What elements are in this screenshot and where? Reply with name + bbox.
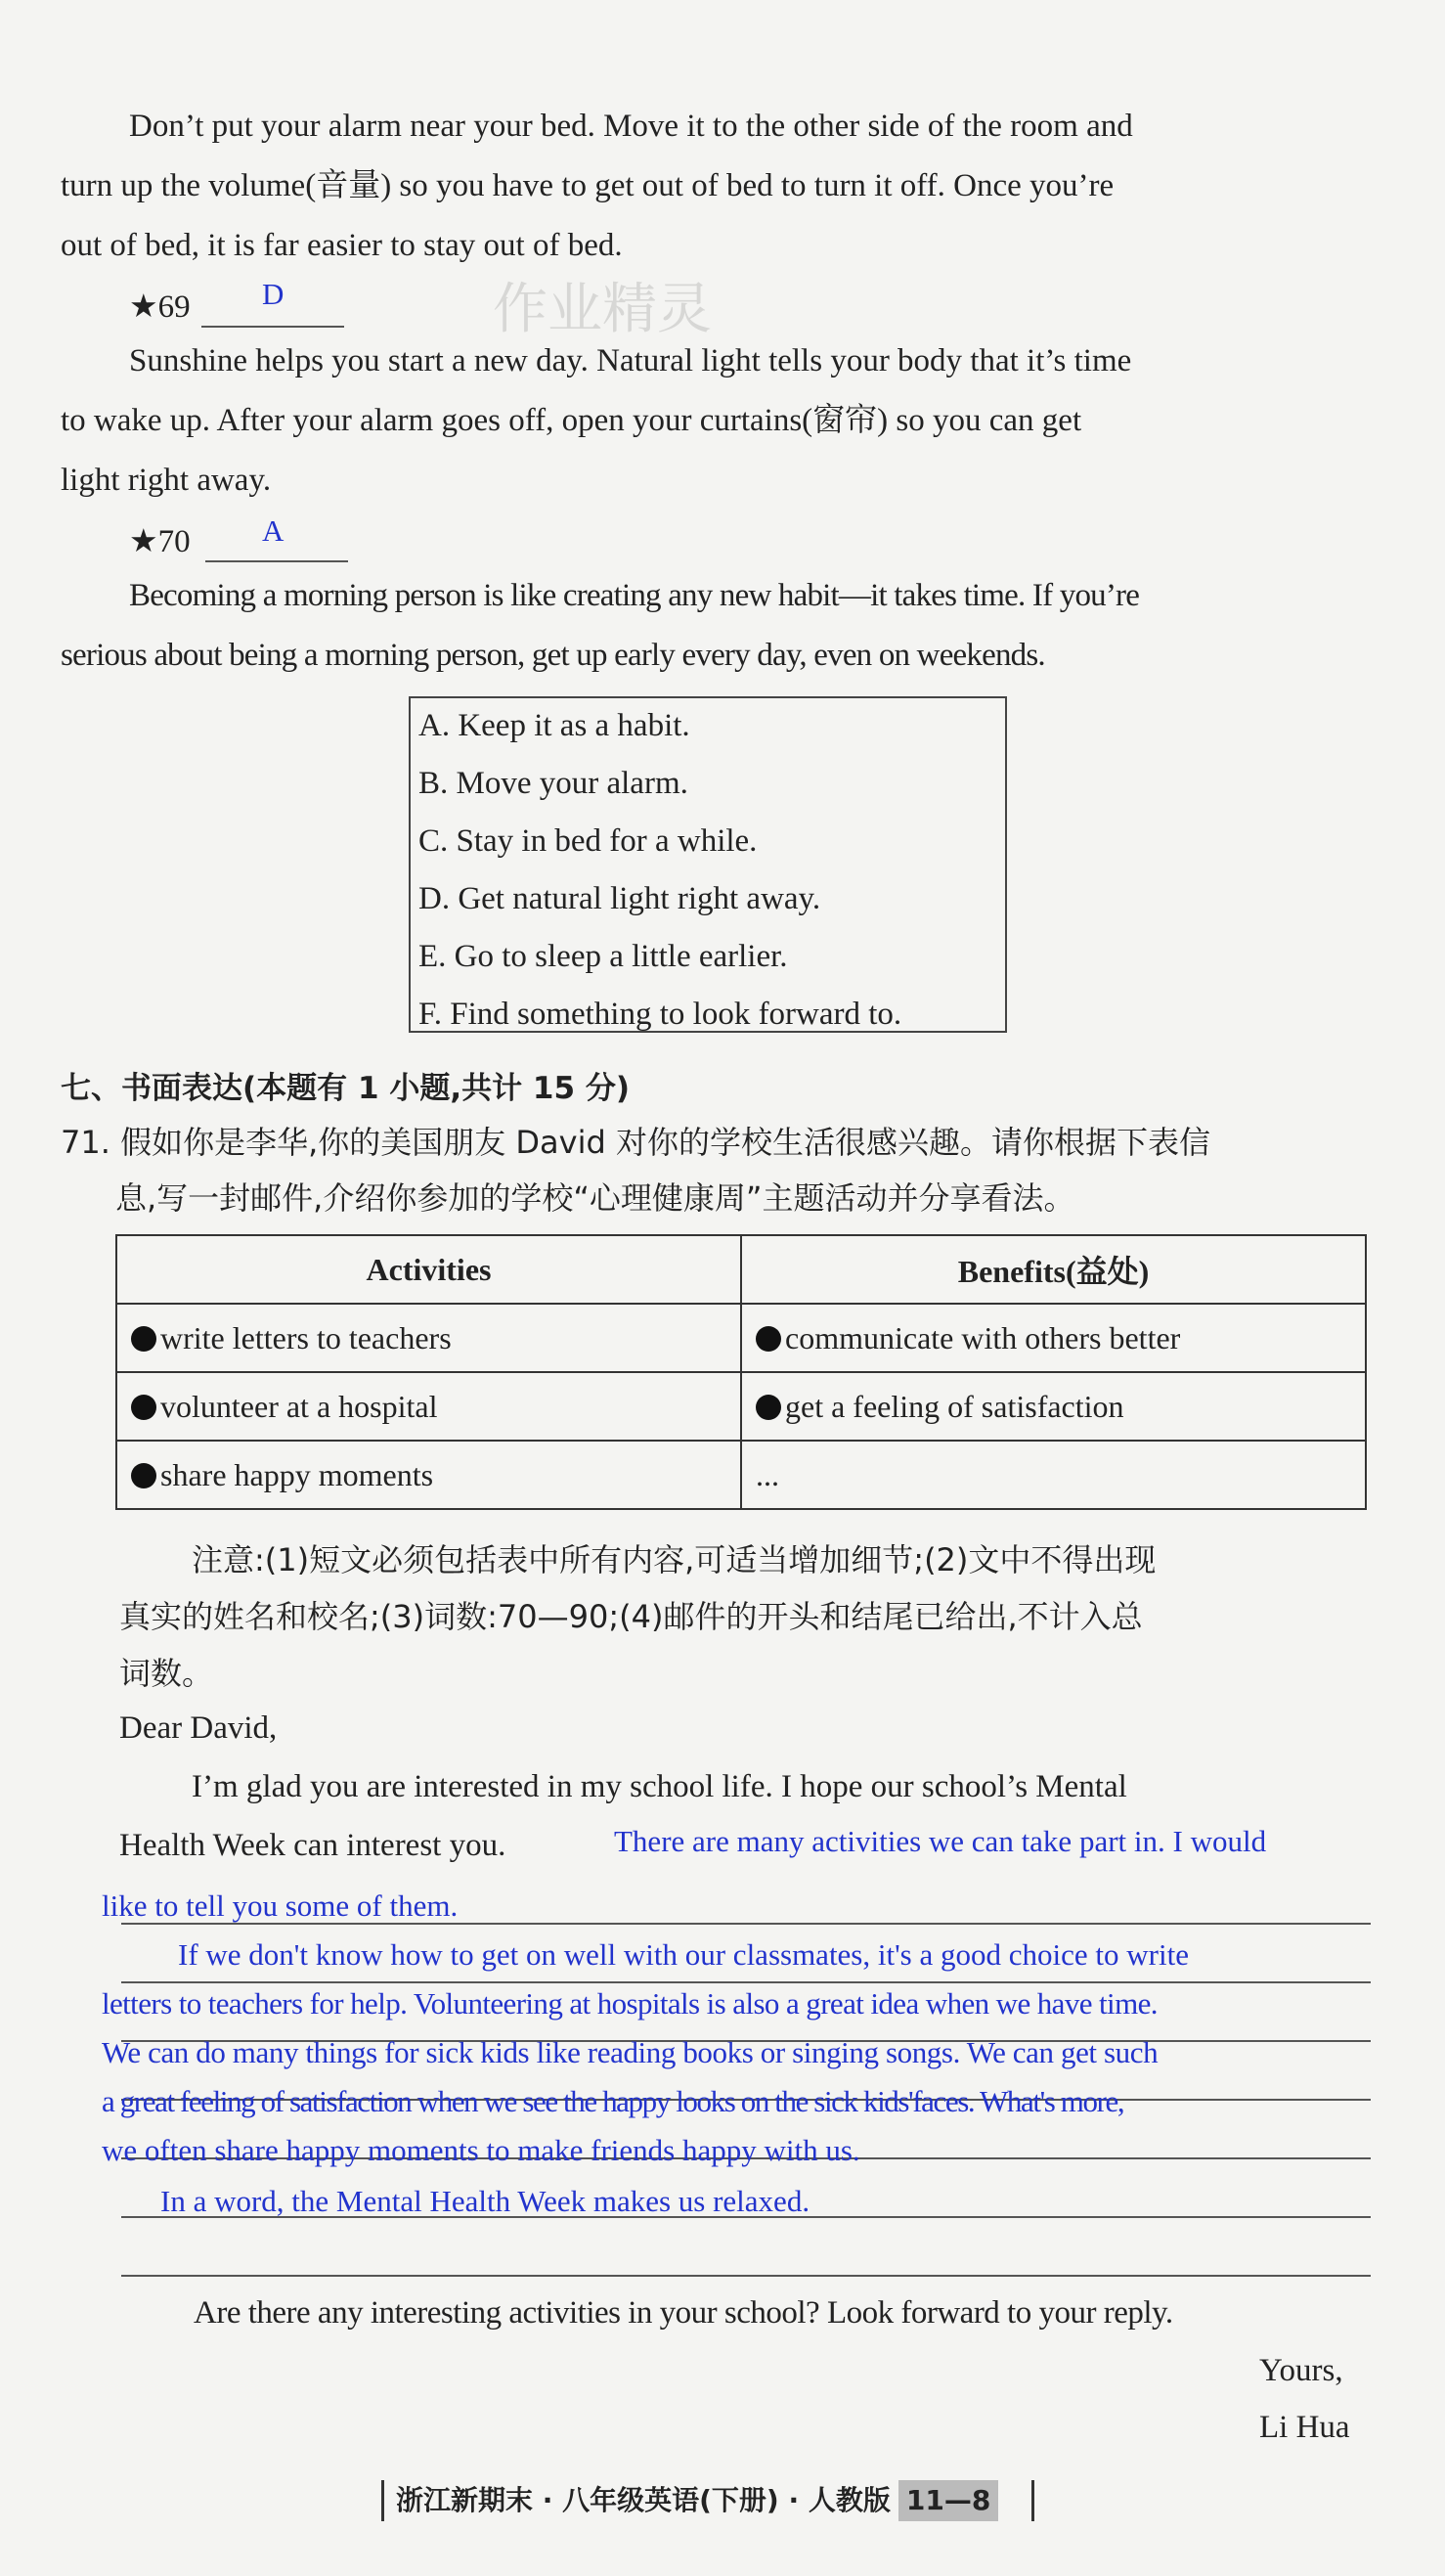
answer-70: A [262, 513, 285, 548]
table-cell [116, 1304, 741, 1372]
table-cell [741, 1441, 1366, 1509]
handwriting-line: we often share happy moments to make friends happy with us. [102, 2133, 860, 2167]
benefit-text: communicate with others better [785, 1319, 1181, 1355]
benefit-text: get a feeling of satisfaction [785, 1388, 1124, 1424]
benefit-text: ... [756, 1456, 779, 1492]
writing-line[interactable] [121, 2275, 1371, 2277]
handwriting-line: like to tell you some of them. [102, 1888, 459, 1923]
passage-line: Sunshine helps you start a new day. Natural light tells your body that it’s time [129, 343, 1132, 378]
passage-line: to wake up. After your alarm goes off, open your curtains(窗帘) so you can get [61, 403, 1082, 438]
footer-title: 浙江新期末 · 八年级英语(下册) · 人教版 [396, 2484, 891, 2516]
letter-signoff: Yours, [1259, 2353, 1343, 2388]
prompt-line: 71. 假如你是李华,你的美国朋友 David 对你的学校生活很感兴趣。请你根据下表信 [61, 1124, 1210, 1161]
option-f: F. Find something to look forward to. [418, 997, 902, 1032]
activity-text: write letters to teachers [160, 1319, 452, 1355]
prompt-line: 息,写一封邮件,介绍你参加的学校“心理健康周”主题活动并分享看法。 [115, 1179, 1075, 1217]
table-cell [741, 1304, 1366, 1372]
handwriting-line: If we don't know how to get on well with our classmates, it's a good choice to write [178, 1937, 1189, 1972]
letter-signature: Li Hua [1259, 2410, 1350, 2445]
handwriting-line: There are many activities we can take part in. I would [614, 1824, 1267, 1858]
writing-line[interactable] [121, 1923, 1371, 1925]
bullet-icon [131, 1463, 156, 1488]
activity-text: volunteer at a hospital [160, 1388, 438, 1424]
option-b: B. Move your alarm. [418, 766, 688, 801]
answer-70-blank[interactable] [205, 560, 348, 562]
handwriting-line: a great feeling of satisfaction when we see the happy looks on the sick kids'faces. What's more, [102, 2084, 1124, 2118]
notes-line: 真实的姓名和校名;(3)词数:70—90;(4)邮件的开头和结尾已给出,不计入总 [119, 1598, 1143, 1635]
page-footer [381, 2480, 1034, 2521]
table-row [116, 1372, 1366, 1441]
passage-line: serious about being a morning person, get up early every day, even on weekends. [61, 638, 1045, 673]
option-e: E. Go to sleep a little earlier. [418, 939, 788, 974]
table-header-activities: Activities [116, 1235, 741, 1304]
notes-line: 词数。 [119, 1655, 214, 1692]
table-cell [741, 1372, 1366, 1441]
bullet-icon [131, 1395, 156, 1420]
answer-69: D [262, 277, 285, 311]
section-heading: 七、书面表达(本题有 1 小题,共计 15 分) [61, 1071, 630, 1106]
bullet-icon [131, 1326, 156, 1352]
letter-greeting: Dear David, [119, 1710, 278, 1746]
handwriting-line: letters to teachers for help. Volunteering at hospitals is also a great idea when we have time. [102, 1986, 1158, 2021]
bullet-icon [756, 1395, 781, 1420]
passage-line: light right away. [61, 463, 272, 498]
passage-line: turn up the volume(音量) so you have to get out of bed to turn it off. Once you’re [61, 168, 1115, 203]
table-cell [116, 1441, 741, 1509]
handwriting-line: In a word, the Mental Health Week makes us relaxed. [160, 2184, 810, 2218]
passage-line: out of bed, it is far easier to stay out of bed. [61, 228, 623, 263]
options-box [409, 696, 1007, 1033]
handwriting-line: We can do many things for sick kids like reading books or singing songs. We can get such [102, 2035, 1159, 2069]
letter-closing: Are there any interesting activities in your school? Look forward to your reply. [194, 2295, 1173, 2331]
passage-line: Don’t put your alarm near your bed. Move it to the other side of the room and [129, 109, 1133, 144]
writing-line[interactable] [121, 1981, 1371, 1983]
bullet-icon [756, 1326, 781, 1352]
question-69-label: ★69 [129, 289, 191, 325]
option-a: A. Keep it as a habit. [418, 708, 690, 743]
table-header-benefits: Benefits(益处) [741, 1235, 1366, 1304]
activity-text: share happy moments [160, 1456, 434, 1492]
question-70-label: ★70 [129, 524, 191, 559]
passage-line: Becoming a morning person is like creating any new habit—it takes time. If you’re [129, 578, 1140, 613]
watermark: 作业精灵 [493, 278, 712, 341]
letter-opening: I’m glad you are interested in my school life. I hope our school’s Mental [192, 1769, 1127, 1804]
notes-line: 注意:(1)短文必须包括表中所有内容,可适当增加细节;(2)文中不得出现 [192, 1541, 1157, 1578]
letter-opening: Health Week can interest you. [119, 1828, 506, 1863]
option-d: D. Get natural light right away. [418, 881, 821, 916]
activities-table [115, 1234, 1367, 1510]
option-c: C. Stay in bed for a while. [418, 823, 758, 859]
answer-69-blank[interactable] [201, 326, 344, 328]
table-cell [116, 1372, 741, 1441]
table-row [116, 1304, 1366, 1372]
table-row [116, 1441, 1366, 1509]
table-header-row [116, 1235, 1366, 1304]
page-number: 11—8 [898, 2480, 998, 2521]
